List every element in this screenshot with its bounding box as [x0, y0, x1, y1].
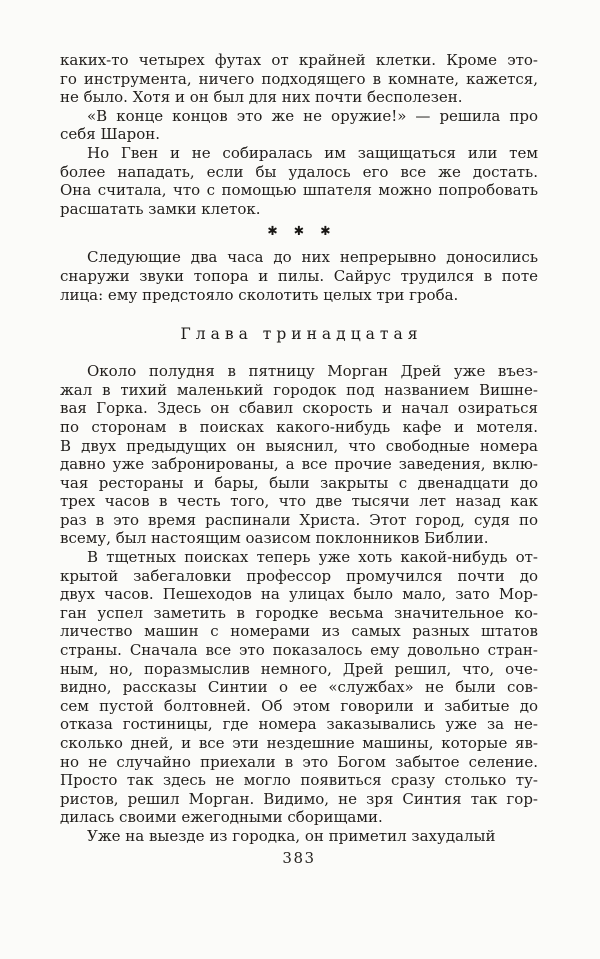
- text-line: раз в это время распинали Христа. Этот город, судя по: [60, 510, 538, 529]
- text-line: ристов, решил Морган. Видимо, не зря Синтия так гор-: [60, 789, 538, 808]
- text-line: ган успел заметить в городке весьма значительное ко-: [60, 603, 538, 622]
- text-line: дилась своими ежегодными сборищами.: [60, 808, 383, 827]
- text-line: «В конце концов это же не оружие!» — решила про: [87, 106, 538, 125]
- text-line: ным, но, поразмыслив немного, Дрей решил, что, оче-: [60, 659, 538, 678]
- text-line: по сторонам в поисках какого-нибудь кафе и мотеля.: [60, 417, 538, 436]
- text-line: вая Горка. Здесь он сбавил скорость и начал озираться: [60, 399, 538, 418]
- chapter-heading: Глава тринадцатая: [180, 325, 423, 344]
- text-line: снаружи звуки топора и пилы. Сайрус трудился в поте: [60, 266, 538, 285]
- text-line: Около полудня в пятницу Морган Дрей уже въез-: [87, 362, 538, 381]
- paragraph: [60, 144, 538, 218]
- text-line: В двух предыдущих он выяснил, что свободные номера: [60, 436, 538, 455]
- text-line: двух часов. Пешеходов на улицах было мало, зато Мор-: [60, 585, 538, 604]
- text-line: сем пустой болтовней. Об этом говорили и забитые до: [60, 696, 538, 715]
- text-line: не было. Хотя и он был для них почти бесполезен.: [60, 88, 463, 107]
- paragraph: [60, 51, 538, 107]
- text-line: видно, рассказы Синтии о ее «службах» не были сов-: [60, 678, 538, 697]
- text-line: жал в тихий маленький городок под названием Вишне-: [60, 380, 538, 399]
- text-line: каких-то четырех футах от крайней клетки. Кроме это-: [60, 51, 538, 69]
- text-line: страны. Сначала все это показалось ему довольно стран-: [60, 641, 538, 660]
- text-line: более нападать, если бы удалось его все же достать.: [60, 162, 538, 181]
- text-line: Она считала, что с помощью шпателя можно попробовать: [60, 181, 538, 200]
- page-number: 383: [282, 848, 316, 867]
- text-line: трех часов в честь того, что две тысячи лет назад как: [60, 492, 538, 511]
- text-root: [60, 51, 538, 846]
- text-line: крытой забегаловки профессор промучился почти до: [60, 566, 538, 585]
- text-line: себя Шарон.: [60, 125, 160, 144]
- paragraph: [60, 548, 538, 827]
- text-line: Уже на выезде из городка, он приметил захудалый: [87, 826, 496, 845]
- text-line: го инструмента, ничего подходящего в комнате, кажется,: [60, 69, 538, 88]
- text-line: чая рестораны и бары, были закрыты с двенадцати до: [60, 473, 538, 492]
- paragraph: [60, 248, 538, 304]
- text-line: но не случайно приехали в это Богом забытое селение.: [60, 752, 538, 771]
- paragraph: [60, 362, 538, 548]
- text-line: всему, был настоящим оазисом поклонников Библии.: [60, 529, 489, 548]
- section-separator-stars: ✱ ✱ ✱: [267, 223, 337, 239]
- text-line: личество машин с номерами из самых разных штатов: [60, 622, 538, 641]
- paragraph: [60, 107, 538, 144]
- text-line: давно уже забронированы, а все прочие заведения, вклю-: [60, 455, 538, 474]
- text-line: Но Гвен и не собиралась им защищаться или тем: [87, 143, 538, 162]
- text-line: сколько дней, и все эти нездешние машины, которые яв-: [60, 734, 538, 752]
- text-line: расшатать замки клеток.: [60, 199, 261, 218]
- text-line: Следующие два часа до них непрерывно доносились: [87, 248, 538, 267]
- text-line: отказа гостиницы, где номера заказывались уже за не-: [60, 715, 538, 734]
- text-line: Просто так здесь не могло появиться сразу столько ту-: [60, 771, 538, 790]
- text-line: лица: ему предстояло сколотить целых три гроба.: [60, 285, 459, 304]
- text-line: В тщетных поисках теперь уже хоть какой-нибудь от-: [87, 548, 538, 567]
- paragraph: [60, 827, 538, 846]
